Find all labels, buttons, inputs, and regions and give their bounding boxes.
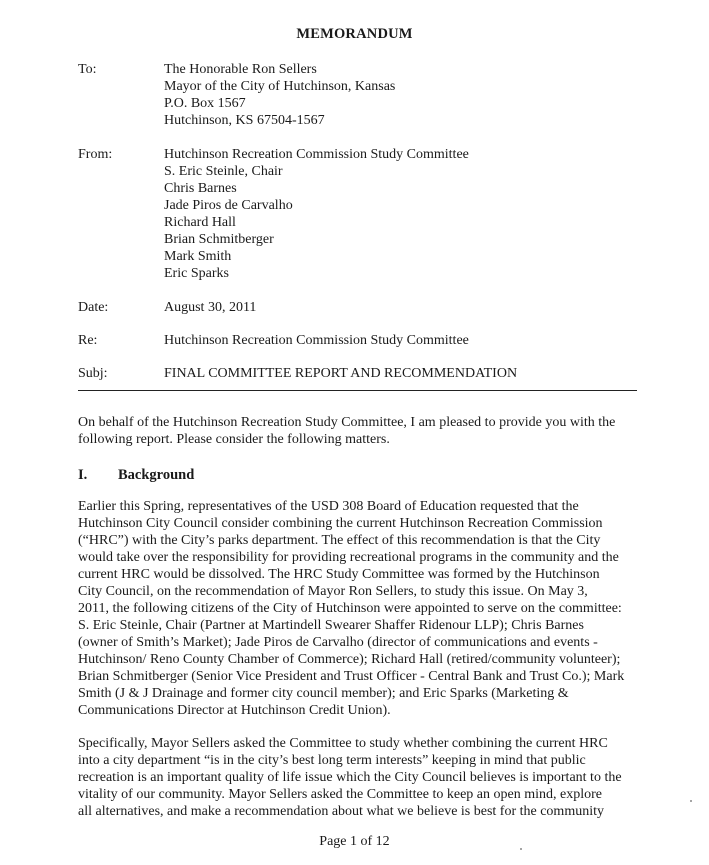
background-line: would take over the responsibility for providing recreational programs in the community and the <box>78 550 619 565</box>
background-paragraph <box>78 498 644 719</box>
specifically-line: recreation is an important quality of life issue which the City Council believes is important to the <box>78 770 622 785</box>
from-line: Jade Piros de Carvalho <box>164 198 293 213</box>
from-label: From: <box>78 147 113 162</box>
from-line: Richard Hall <box>164 215 236 230</box>
to-line: Mayor of the City of Hutchinson, Kansas <box>164 79 396 94</box>
date-value: August 30, 2011 <box>164 300 257 315</box>
specifically-line: vitality of our community. Mayor Sellers asked the Committee to keep an open mind, explore <box>78 787 602 802</box>
subj-value: FINAL COMMITTEE REPORT AND RECOMMENDATION <box>164 366 518 381</box>
from-line: Hutchinson Recreation Commission Study Committee <box>164 147 469 162</box>
to-line: Hutchinson, KS 67504-1567 <box>164 113 325 128</box>
from-line: Chris Barnes <box>164 181 237 196</box>
to-label: To: <box>78 62 97 77</box>
background-line: Hutchinson/ Reno County Chamber of Commerce); Richard Hall (retired/community volunteer); <box>78 652 621 667</box>
section-number: I. <box>78 467 88 483</box>
background-line: S. Eric Steinle, Chair (Partner at Martindell Swearer Shaffer Ridenour LLP); Chris Barnes <box>78 618 584 633</box>
memo-title: MEMORANDUM <box>296 26 413 42</box>
header-divider <box>78 390 637 391</box>
specifically-line: all alternatives, and make a recommendation about what we believe is best for the community <box>78 804 604 819</box>
subj-label: Subj: <box>78 366 108 381</box>
background-line: Hutchinson City Council consider combining the current Hutchinson Recreation Commission <box>78 516 603 531</box>
re-label: Re: <box>78 333 98 348</box>
re-value: Hutchinson Recreation Commission Study Committee <box>164 333 469 348</box>
page-number: Page 1 of 12 <box>319 834 390 849</box>
background-line: Earlier this Spring, representatives of the USD 308 Board of Education requested that the <box>78 499 579 514</box>
intro-line: On behalf of the Hutchinson Recreation Study Committee, I am pleased to provide you with the <box>78 415 616 430</box>
background-line: City Council, on the recommendation of Mayor Ron Sellers, to study this issue. On May 3, <box>78 584 588 599</box>
to-line: The Honorable Ron Sellers <box>164 62 317 77</box>
section-heading-background <box>78 467 194 484</box>
specifically-line: into a city department “is in the city’s best long term interests” keeping in mind that public <box>78 753 586 768</box>
date-label: Date: <box>78 300 109 315</box>
background-line: (owner of Smith’s Market); Jade Piros de Carvalho (director of communications and events - <box>78 635 598 650</box>
background-line: 2011, the following citizens of the City of Hutchinson were appointed to serve on the committee: <box>78 601 622 616</box>
scan-speck <box>520 848 522 850</box>
from-line: Eric Sparks <box>164 266 229 281</box>
intro-line: following report. Please consider the following matters. <box>78 432 390 447</box>
background-line: Brian Schmitberger (Senior Vice President and Trust Officer - Central Bank and Trust Co.); Mark <box>78 669 625 684</box>
from-list <box>164 146 644 282</box>
to-line: P.O. Box 1567 <box>164 96 246 111</box>
intro-paragraph <box>78 414 644 448</box>
background-line: current HRC would be dissolved. The HRC Study Committee was formed by the Hutchinson <box>78 567 600 582</box>
from-line: Mark Smith <box>164 249 232 264</box>
background-line: (“HRC”) with the City’s parks department. The effect of this recommendation is that the City <box>78 533 601 548</box>
from-line: S. Eric Steinle, Chair <box>164 164 283 179</box>
from-line: Brian Schmitberger <box>164 232 274 247</box>
scan-speck <box>690 800 692 802</box>
background-line: Communications Director at Hutchinson Credit Union). <box>78 703 391 718</box>
specifically-paragraph <box>78 735 644 820</box>
to-address <box>164 61 644 129</box>
background-line: Smith (J & J Drainage and former city council member); and Eric Sparks (Marketing & <box>78 686 569 701</box>
specifically-line: Specifically, Mayor Sellers asked the Committee to study whether combining the current HRC <box>78 736 608 751</box>
section-title: Background <box>118 467 195 483</box>
